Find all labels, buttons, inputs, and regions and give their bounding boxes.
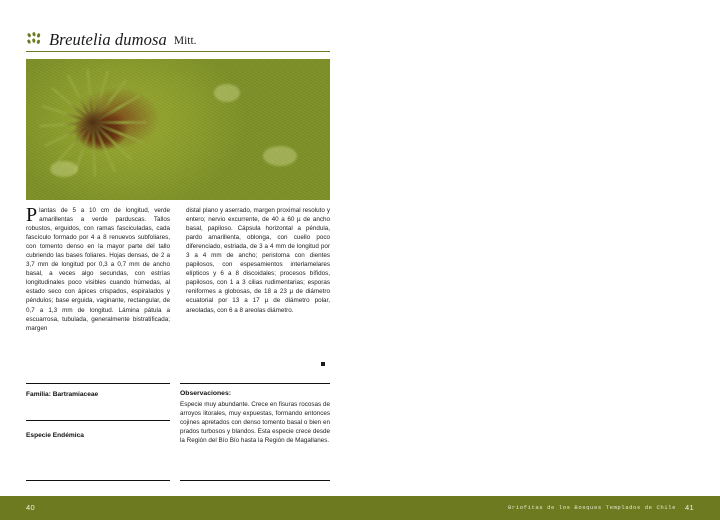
photo-plant-rosette-left (26, 59, 330, 200)
description-column-1: Plantas de 5 a 10 cm de longitud, verde amarillentas a verde parduscas. Tallos robustos, erguidos, con ramas fasciculadas, cada fascículo formado por 4 a 8 renuevos subfoliares, con tomento denso en la mayor parte del tallo cubriendo las bases foliares. Hojas densas, de 2 a 3,7 mm de longitud por 0,3 a 0,7 mm de ancho basal, a veces algo secundas, con estrías longitudinales poco visibles cuando húmedas, al estado seco con ápices crispados, espiralados y péndulos; base erguida, vaginante, rectangular, de 0,7 a 1,3 mm de longitud. Lámina pátula a escuarrosa, tubulada, generalmente bistratificada; margen (26, 204, 170, 332)
observations-body: Especie muy abundante. Crece en fisuras rocosas de arroyos litorales, muy expuestas, formando entonces cojines apretados con denso tomento basal o bien en prados turbosos y blandos. Esta especie crece desde la Región del Bío Bío hasta la Región de Magallanes. (180, 401, 330, 444)
page-footer (0, 496, 720, 520)
species-title-block (26, 26, 330, 52)
species-authority: Mitt. (173, 35, 197, 47)
endemic-label: Especie Endémica (26, 432, 84, 439)
page-number-right: 41 (685, 503, 694, 512)
page-number-left: 40 (26, 503, 35, 512)
observations-title: Observaciones: (180, 390, 231, 397)
right-page (360, 0, 720, 520)
family-label: Familia: Bartramiaceae (26, 391, 99, 398)
running-head: Briofitas de los Bosques Templados de Chile (508, 503, 676, 511)
taxon-info-box (26, 383, 170, 481)
description-columns (26, 206, 330, 376)
description-column-2: distal plano y aserrado, margen proximal resoluto y entero; nervio excurrente, de 40 a 60 µ de ancho basal, papiloso. Cápsula horizontal a péndula, pardo amarillenta, oblonga, con cuello poco diferenciado, estriada, de 3 a 4 mm de longitud por 3 a 4 mm de ancho; peristoma con dientes papilosos, con espesamientos interlamelares elípticos y 6 a 8 discoidales; procesos bífidos, papilosos, con 1 a 3 cilias rudimentarias; esporas reniformes a globosas, de 18 a 23 µ de diámetro ecuatorial por 13 a 17 µ de diámetro polar, areoladas, con 6 a 8 areolas diámetro. (186, 207, 330, 314)
page-title: Breutelia dumosa (49, 29, 167, 49)
divider (26, 420, 170, 421)
moss-sprout-icon (26, 31, 42, 47)
end-of-text-mark (321, 362, 325, 366)
observations-box (180, 383, 330, 481)
